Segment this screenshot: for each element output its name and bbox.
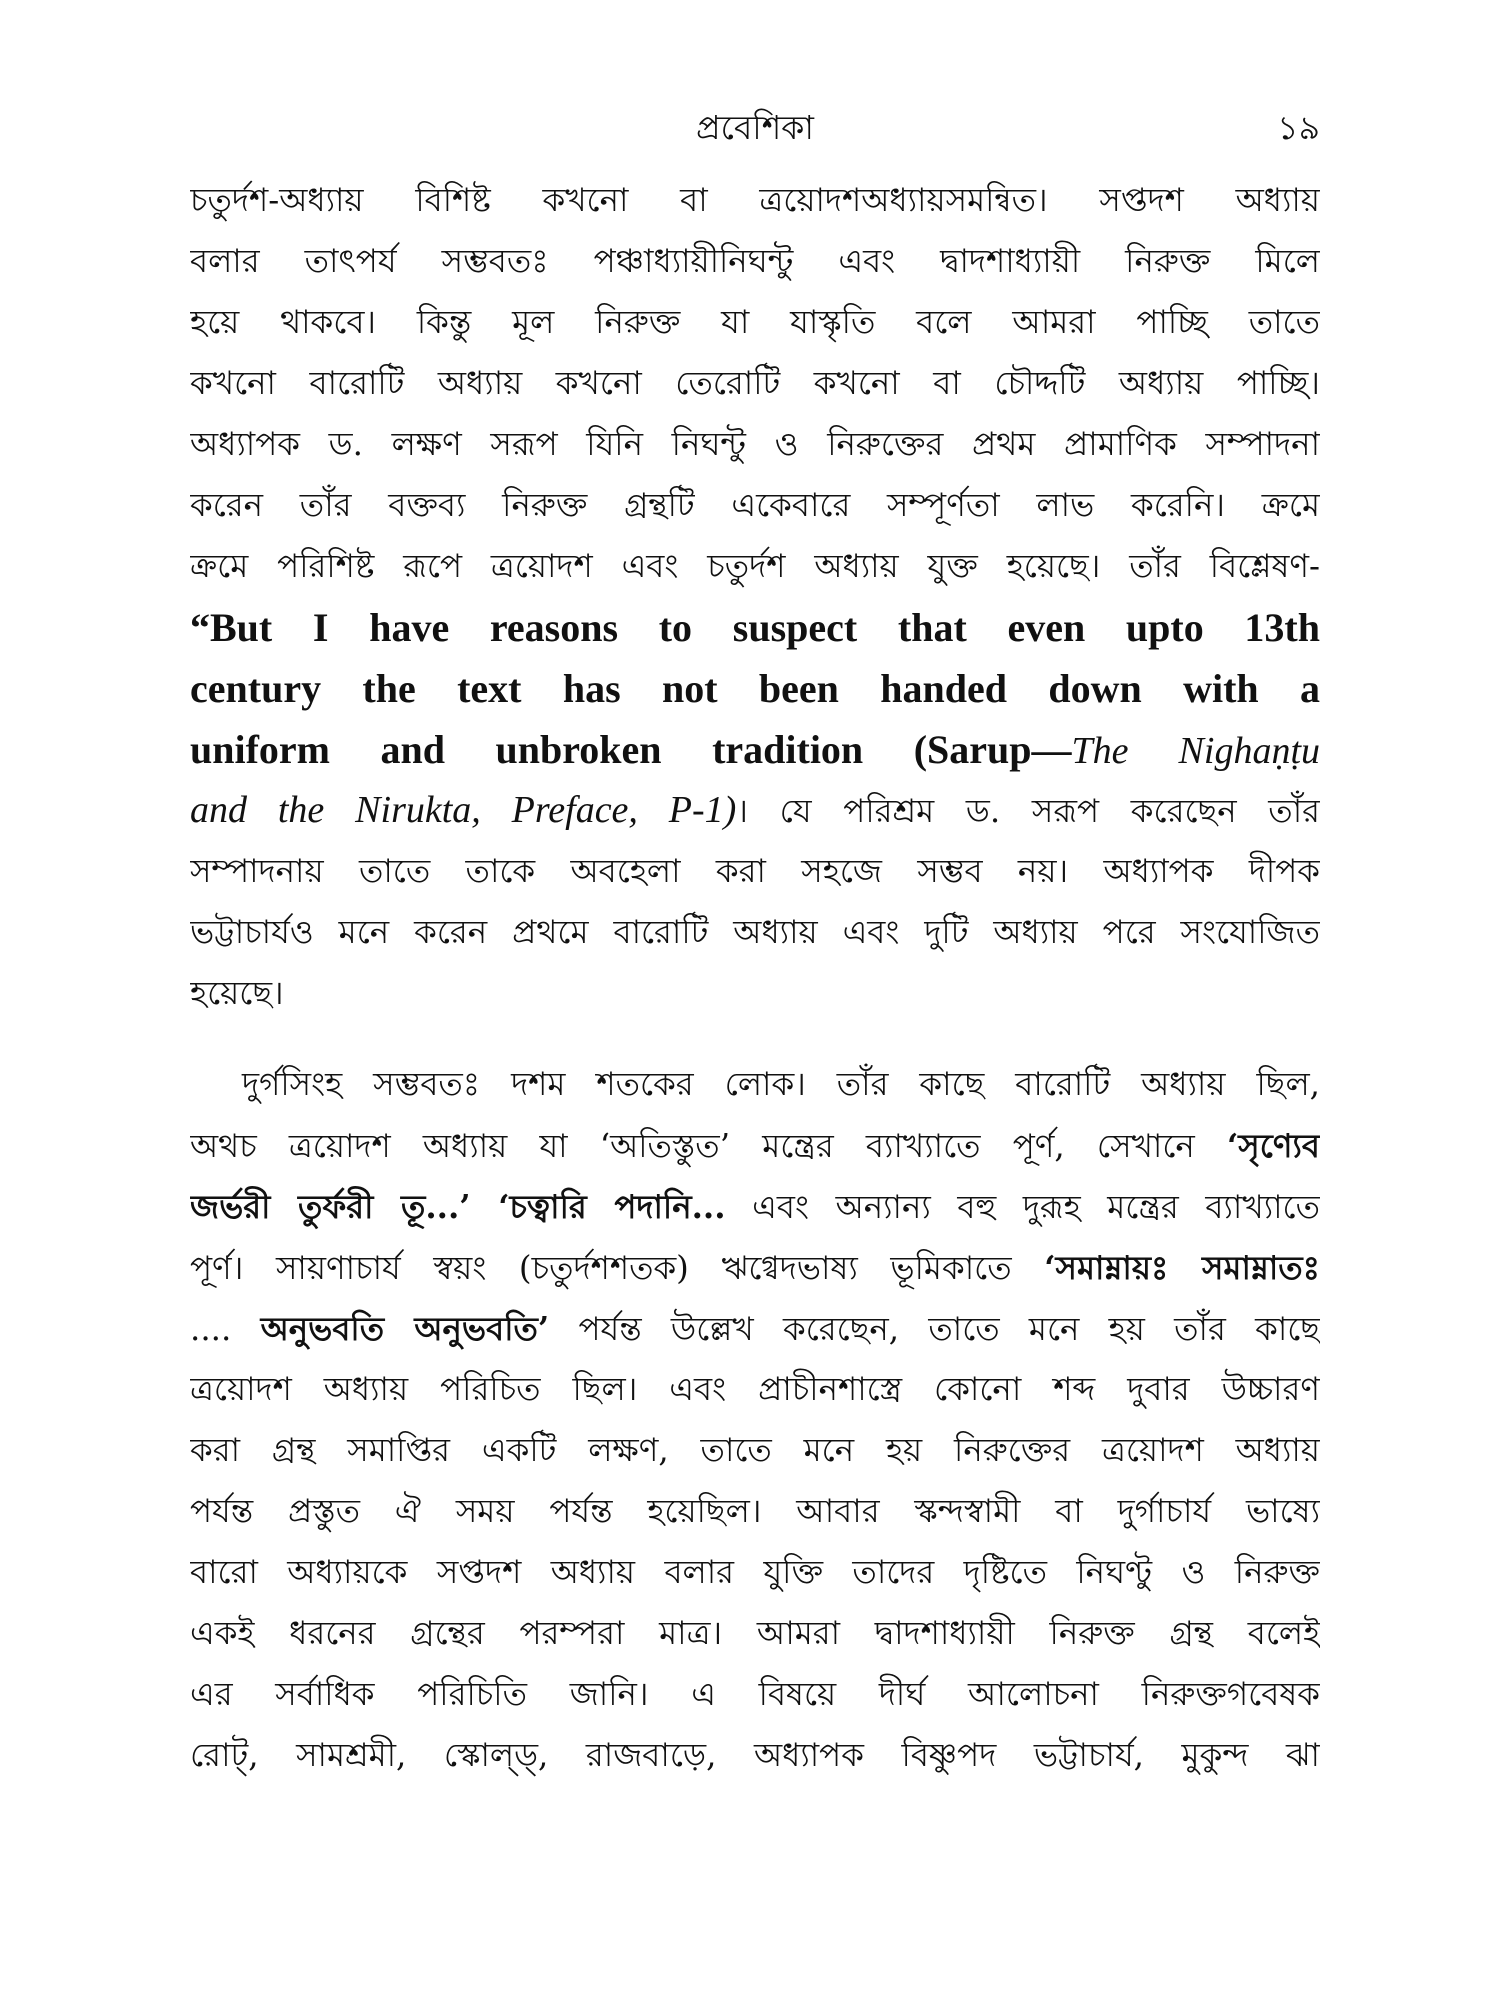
quote-line xyxy=(190,719,1320,780)
text-line: ক্রমে পরিশিষ্ট রূপে ত্রয়োদশ এবং চতুর্দশ অধ্যায় যুক্ত হয়েছে। তাঁর বিশ্লেষণ- xyxy=(190,547,1320,585)
text-segment: পূর্ণ। সায়ণাচার্য স্বয়ং (চতুর্দশশতক) ঋগ্বেদভাষ্য ভূমিকাতে xyxy=(190,1249,1045,1287)
text-line xyxy=(190,1176,1320,1237)
text-line: পর্যন্ত প্রস্তুত ঐ সময় পর্যন্ত হয়েছিল। আবার স্কন্দস্বামী বা দুর্গাচার্য ভাষ্যে xyxy=(190,1492,1320,1530)
quote-bold-text: uniform and unbroken tradition (Sarup— xyxy=(190,727,1072,772)
text-segment: পর্যন্ত উল্লেখ করেছেন, তাতে মনে হয় তাঁর কাছে xyxy=(549,1310,1320,1348)
paragraph-gap xyxy=(190,1024,1320,1054)
text-line xyxy=(190,1115,1320,1176)
text-segment: অথচ ত্রয়োদশ অধ্যায় যা ‘অতিস্তুত’ মন্ত্রের ব্যাখ্যাতে পূর্ণ, সেখানে xyxy=(190,1127,1227,1165)
citation-title: The Nighaṇṭu xyxy=(1071,730,1320,772)
text-line: চতুর্দশ-অধ্যায় বিশিষ্ট কখনো বা ত্রয়োদশঅধ্যায়সমন্বিত। সপ্তদশ অধ্যায় xyxy=(190,181,1320,219)
quote-line: century the text has not been handed down with a xyxy=(190,666,1320,711)
paragraph-1 xyxy=(190,170,1320,1024)
text-line: বারো অধ্যায়কে সপ্তদশ অধ্যায় বলার যুক্তি তাদের দৃষ্টিতে নিঘণ্টু ও নিরুক্ত xyxy=(190,1553,1320,1591)
text-line: কখনো বারোটি অধ্যায় কখনো তেরোটি কখনো বা চৌদ্দটি অধ্যায় পাচ্ছি। xyxy=(190,364,1320,402)
text-line: করা গ্রন্থ সমাপ্তির একটি লক্ষণ, তাতে মনে হয় নিরুক্তের ত্রয়োদশ অধ্যায় xyxy=(190,1431,1320,1469)
text-line: দুর্গসিংহ সম্ভবতঃ দশম শতকের লোক। তাঁর কাছে বারোটি অধ্যায় ছিল, xyxy=(242,1065,1320,1103)
text-line: ভট্টাচার্যও মনে করেন প্রথমে বারোটি অধ্যায় এবং দুটি অধ্যায় পরে সংযোজিত xyxy=(190,913,1320,951)
text-line: রোট্, সামশ্রমী, স্কোল্ড্, রাজবাড়ে, অধ্যাপক বিষ্ণুপদ ভট্টাচার্য, মুকুন্দ ঝা xyxy=(190,1736,1320,1774)
text-line xyxy=(190,780,1320,841)
mantra-quote: ‘সমাম্নায়ঃ সমাম্নাতঃ xyxy=(1044,1248,1320,1287)
text-line xyxy=(190,1298,1320,1359)
citation-continued: and the Nirukta, Preface, P-1) xyxy=(190,789,737,831)
text-segment: । যে পরিশ্রম ড. সরূপ করেছেন তাঁর xyxy=(736,792,1320,830)
text-line: হয়ে থাকবে। কিন্তু মূল নিরুক্ত যা যাস্কৃতি বলে আমরা পাচ্ছি তাতে xyxy=(190,303,1320,341)
running-title: প্রবেশিকা xyxy=(696,108,814,147)
text-line: সম্পাদনায় তাতে তাকে অবহেলা করা সহজে সম্ভব নয়। অধ্যাপক দীপক xyxy=(190,852,1320,890)
text-line: একই ধরনের গ্রন্থের পরম্পরা মাত্র। আমরা দ্বাদশাধ্যায়ী নিরুক্ত গ্রন্থ বলেই xyxy=(190,1614,1320,1652)
text-segment: .... xyxy=(190,1310,261,1348)
text-line: বলার তাৎপর্য সম্ভবতঃ পঞ্চাধ্যায়ীনিঘন্টু এবং দ্বাদশাধ্যায়ী নিরুক্ত মিলে xyxy=(190,242,1320,280)
text-line: এর সর্বাধিক পরিচিতি জানি। এ বিষয়ে দীর্ঘ আলোচনা নিরুক্তগবেষক xyxy=(190,1675,1320,1713)
text-line: অধ্যাপক ড. লক্ষণ সরূপ যিনি নিঘন্টু ও নিরুক্তের প্রথম প্রামাণিক সম্পাদনা xyxy=(190,425,1320,463)
mantra-quote: অনুভবতি অনুভবতি’ xyxy=(260,1309,550,1348)
body-text xyxy=(190,170,1320,1786)
page-number: ১৯ xyxy=(1277,108,1320,147)
running-head xyxy=(190,108,1320,148)
text-line: হয়েছে। xyxy=(190,974,284,1012)
mantra-quote: ‘সৃণ্যেব xyxy=(1226,1126,1320,1165)
text-line: ত্রয়োদশ অধ্যায় পরিচিত ছিল। এবং প্রাচীনশাস্ত্রে কোনো শব্দ দুবার উচ্চারণ xyxy=(190,1370,1320,1408)
text-line xyxy=(190,1237,1320,1298)
text-line: করেন তাঁর বক্তব্য নিরুক্ত গ্রন্থটি একেবারে সম্পূর্ণতা লাভ করেনি। ক্রমে xyxy=(190,486,1320,524)
mantra-quote: জর্ভরী তুর্ফরী তূ...’ ‘চত্বারি পদানি... xyxy=(190,1187,726,1226)
quote-line: “But I have reasons to suspect that even upto 13th xyxy=(190,605,1320,650)
text-segment: এবং অন্যান্য বহু দুরূহ মন্ত্রের ব্যাখ্যাতে xyxy=(725,1188,1320,1226)
paragraph-2 xyxy=(190,1054,1320,1786)
